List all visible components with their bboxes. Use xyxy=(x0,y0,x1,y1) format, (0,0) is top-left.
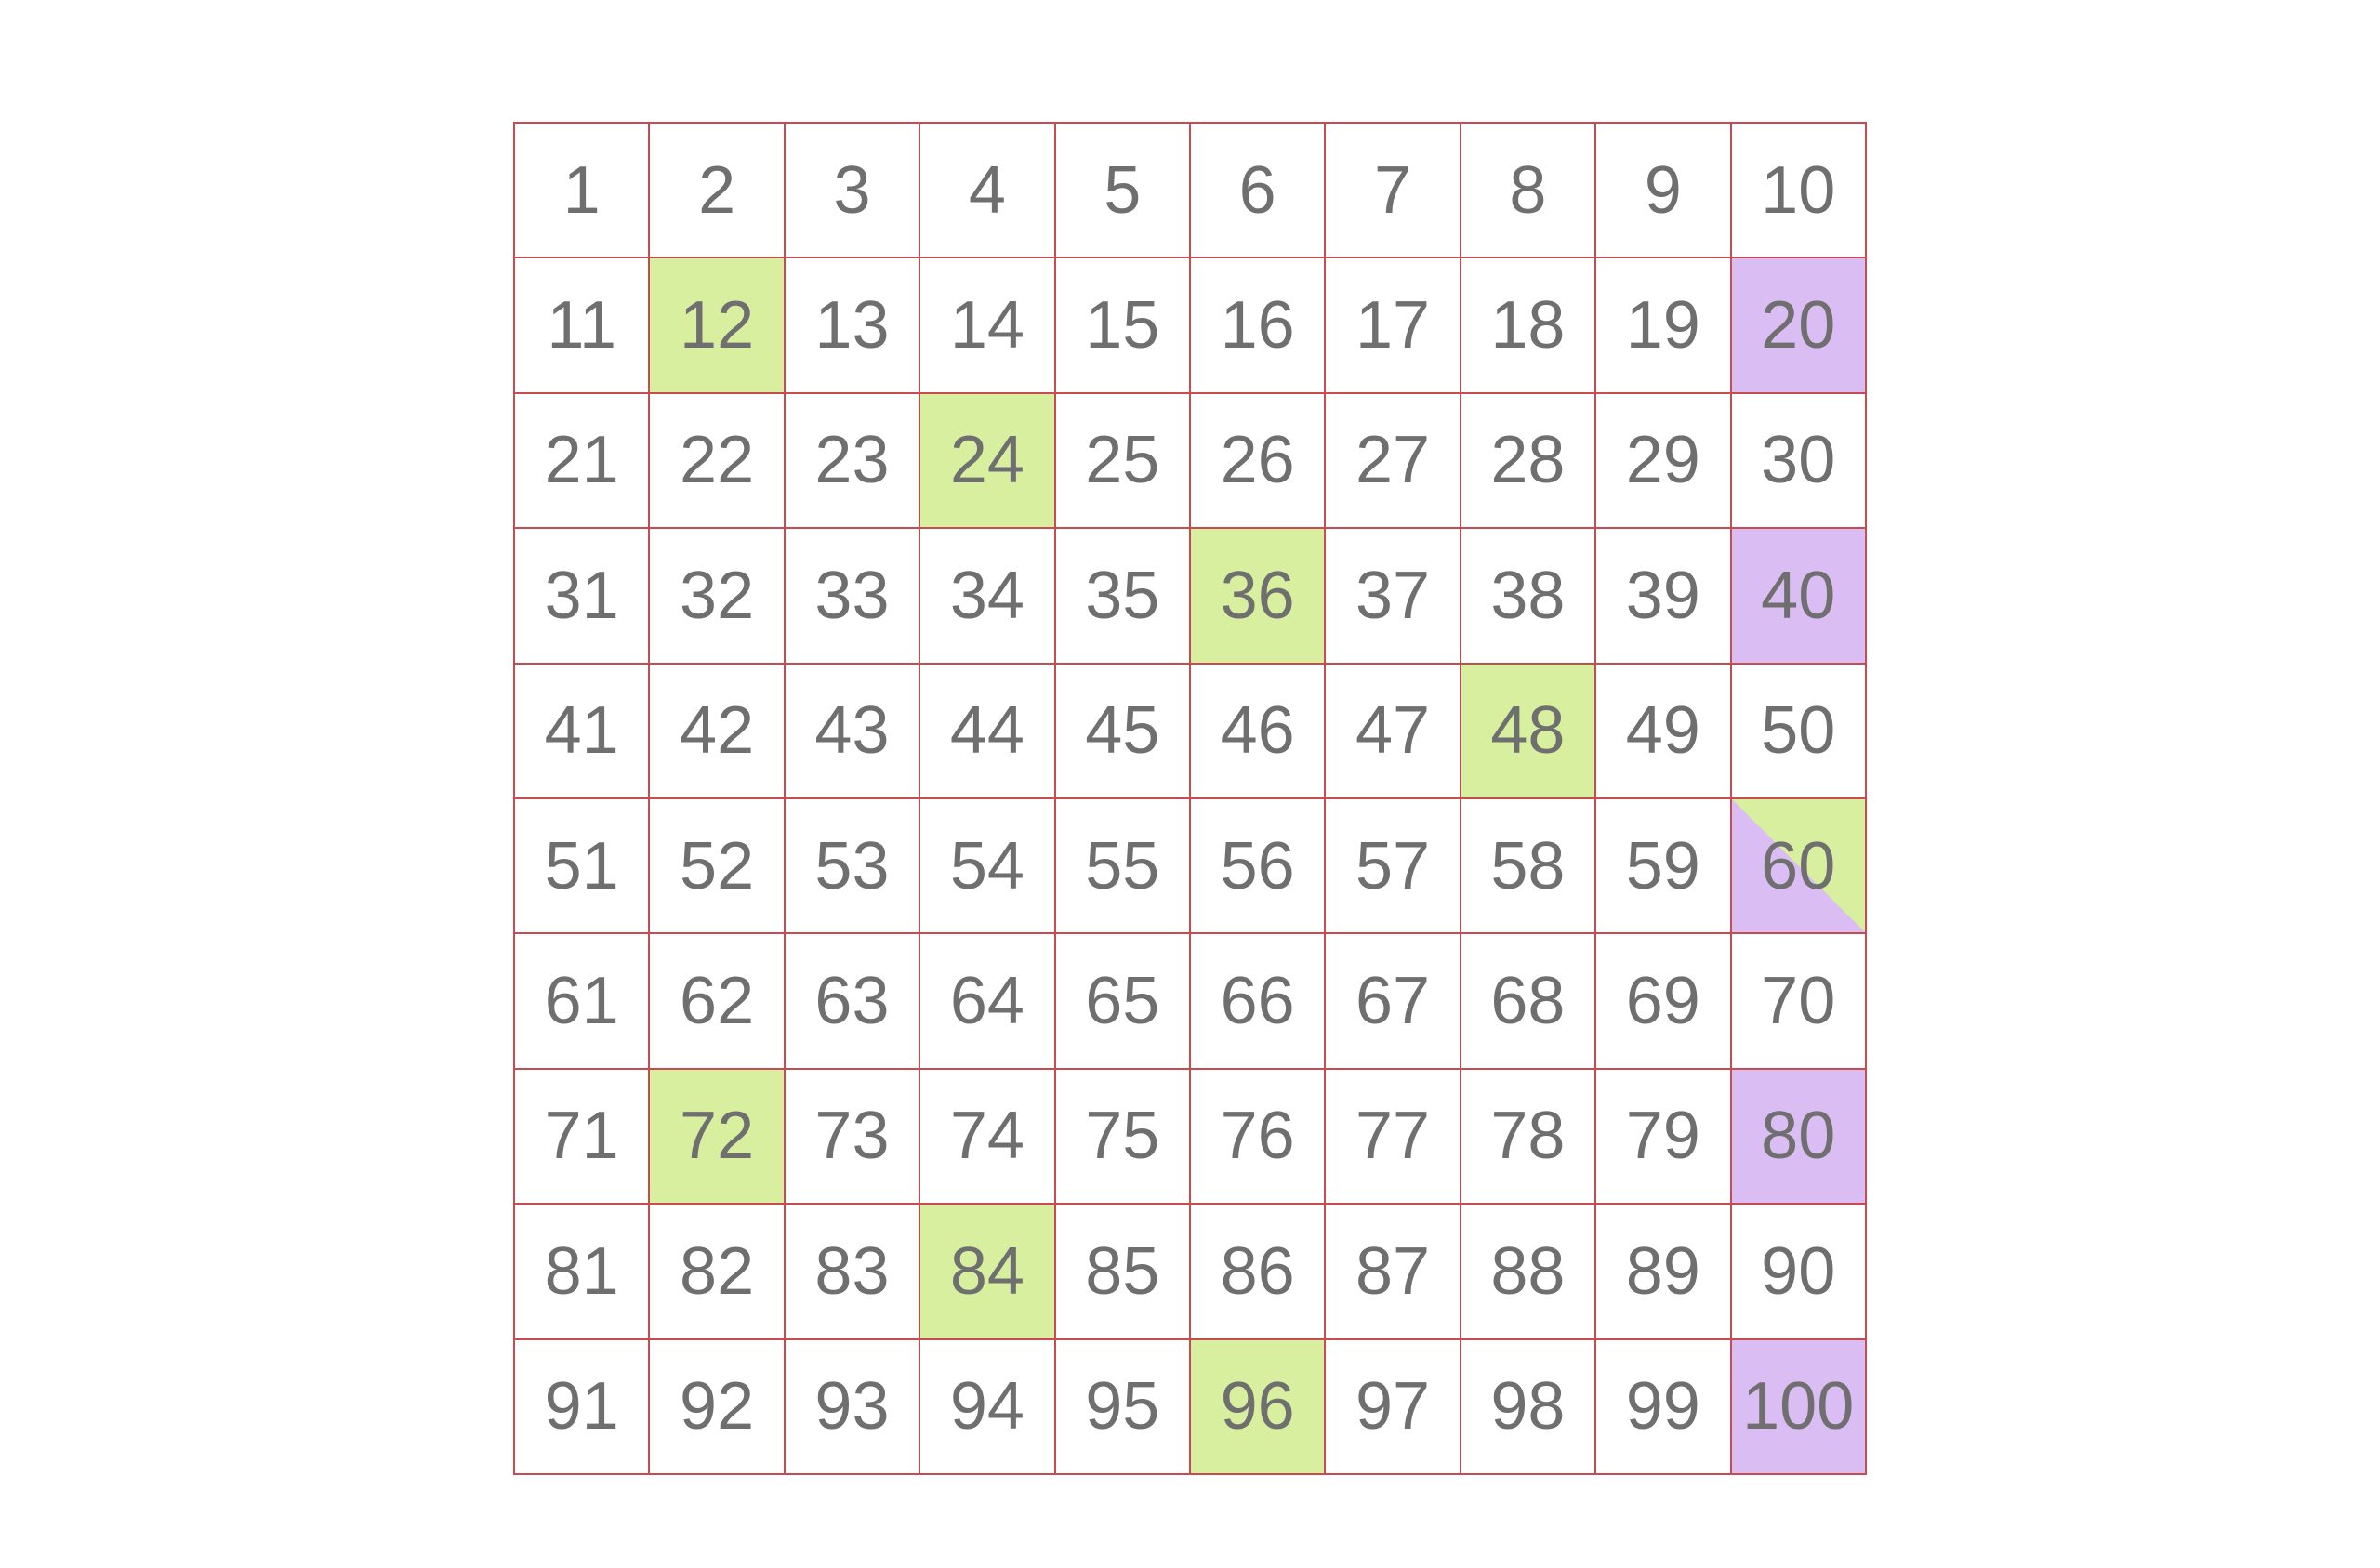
grid-cell-90[interactable]: 90 xyxy=(1732,1205,1867,1339)
grid-cell-26[interactable]: 26 xyxy=(1191,394,1326,529)
grid-cell-47[interactable]: 47 xyxy=(1326,665,1461,799)
grid-cell-96[interactable]: 96 xyxy=(1191,1340,1326,1475)
grid-cell-43[interactable]: 43 xyxy=(786,665,920,799)
grid-cell-92[interactable]: 92 xyxy=(650,1340,785,1475)
grid-cell-88[interactable]: 88 xyxy=(1461,1205,1596,1339)
grid-cell-89[interactable]: 89 xyxy=(1596,1205,1731,1339)
grid-cell-98[interactable]: 98 xyxy=(1461,1340,1596,1475)
grid-cell-15[interactable]: 15 xyxy=(1056,258,1191,393)
grid-cell-97[interactable]: 97 xyxy=(1326,1340,1461,1475)
grid-cell-6[interactable]: 6 xyxy=(1191,124,1326,258)
grid-cell-40[interactable]: 40 xyxy=(1732,529,1867,664)
grid-cell-5[interactable]: 5 xyxy=(1056,124,1191,258)
grid-cell-38[interactable]: 38 xyxy=(1461,529,1596,664)
grid-cell-66[interactable]: 66 xyxy=(1191,934,1326,1069)
grid-cell-8[interactable]: 8 xyxy=(1461,124,1596,258)
grid-cell-21[interactable]: 21 xyxy=(515,394,650,529)
grid-cell-45[interactable]: 45 xyxy=(1056,665,1191,799)
grid-cell-51[interactable]: 51 xyxy=(515,799,650,934)
grid-cell-35[interactable]: 35 xyxy=(1056,529,1191,664)
grid-cell-93[interactable]: 93 xyxy=(786,1340,920,1475)
grid-cell-68[interactable]: 68 xyxy=(1461,934,1596,1069)
grid-cell-31[interactable]: 31 xyxy=(515,529,650,664)
grid-cell-30[interactable]: 30 xyxy=(1732,394,1867,529)
grid-cell-73[interactable]: 73 xyxy=(786,1070,920,1205)
grid-cell-80[interactable]: 80 xyxy=(1732,1070,1867,1205)
grid-cell-72[interactable]: 72 xyxy=(650,1070,785,1205)
grid-cell-57[interactable]: 57 xyxy=(1326,799,1461,934)
grid-cell-32[interactable]: 32 xyxy=(650,529,785,664)
grid-cell-78[interactable]: 78 xyxy=(1461,1070,1596,1205)
grid-cell-56[interactable]: 56 xyxy=(1191,799,1326,934)
grid-cell-48[interactable]: 48 xyxy=(1461,665,1596,799)
grid-cell-59[interactable]: 59 xyxy=(1596,799,1731,934)
grid-cell-17[interactable]: 17 xyxy=(1326,258,1461,393)
grid-cell-71[interactable]: 71 xyxy=(515,1070,650,1205)
grid-cell-82[interactable]: 82 xyxy=(650,1205,785,1339)
grid-cell-2[interactable]: 2 xyxy=(650,124,785,258)
grid-cell-61[interactable]: 61 xyxy=(515,934,650,1069)
grid-cell-34[interactable]: 34 xyxy=(920,529,1055,664)
grid-cell-39[interactable]: 39 xyxy=(1596,529,1731,664)
grid-cell-69[interactable]: 69 xyxy=(1596,934,1731,1069)
grid-cell-65[interactable]: 65 xyxy=(1056,934,1191,1069)
grid-cell-10[interactable]: 10 xyxy=(1732,124,1867,258)
grid-cell-85[interactable]: 85 xyxy=(1056,1205,1191,1339)
grid-cell-79[interactable]: 79 xyxy=(1596,1070,1731,1205)
grid-cell-11[interactable]: 11 xyxy=(515,258,650,393)
grid-cell-64[interactable]: 64 xyxy=(920,934,1055,1069)
grid-cell-100[interactable]: 100 xyxy=(1732,1340,1867,1475)
grid-cell-3[interactable]: 3 xyxy=(786,124,920,258)
grid-cell-33[interactable]: 33 xyxy=(786,529,920,664)
grid-cell-63[interactable]: 63 xyxy=(786,934,920,1069)
grid-cell-24[interactable]: 24 xyxy=(920,394,1055,529)
grid-cell-46[interactable]: 46 xyxy=(1191,665,1326,799)
grid-cell-20[interactable]: 20 xyxy=(1732,258,1867,393)
grid-cell-53[interactable]: 53 xyxy=(786,799,920,934)
grid-cell-23[interactable]: 23 xyxy=(786,394,920,529)
grid-cell-4[interactable]: 4 xyxy=(920,124,1055,258)
grid-cell-70[interactable]: 70 xyxy=(1732,934,1867,1069)
grid-cell-18[interactable]: 18 xyxy=(1461,258,1596,393)
grid-cell-41[interactable]: 41 xyxy=(515,665,650,799)
grid-cell-54[interactable]: 54 xyxy=(920,799,1055,934)
grid-cell-42[interactable]: 42 xyxy=(650,665,785,799)
grid-cell-86[interactable]: 86 xyxy=(1191,1205,1326,1339)
grid-cell-16[interactable]: 16 xyxy=(1191,258,1326,393)
grid-cell-81[interactable]: 81 xyxy=(515,1205,650,1339)
grid-cell-50[interactable]: 50 xyxy=(1732,665,1867,799)
hundred-square-grid xyxy=(513,122,1867,1475)
grid-cell-12[interactable]: 12 xyxy=(650,258,785,393)
grid-cell-1[interactable]: 1 xyxy=(515,124,650,258)
grid-cell-9[interactable]: 9 xyxy=(1596,124,1731,258)
grid-cell-37[interactable]: 37 xyxy=(1326,529,1461,664)
grid-cell-55[interactable]: 55 xyxy=(1056,799,1191,934)
grid-cell-99[interactable]: 99 xyxy=(1596,1340,1731,1475)
grid-cell-95[interactable]: 95 xyxy=(1056,1340,1191,1475)
grid-cell-27[interactable]: 27 xyxy=(1326,394,1461,529)
grid-cell-87[interactable]: 87 xyxy=(1326,1205,1461,1339)
grid-cell-19[interactable]: 19 xyxy=(1596,258,1731,393)
grid-cell-7[interactable]: 7 xyxy=(1326,124,1461,258)
grid-cell-52[interactable]: 52 xyxy=(650,799,785,934)
grid-cell-74[interactable]: 74 xyxy=(920,1070,1055,1205)
grid-cell-67[interactable]: 67 xyxy=(1326,934,1461,1069)
grid-cell-94[interactable]: 94 xyxy=(920,1340,1055,1475)
grid-cell-76[interactable]: 76 xyxy=(1191,1070,1326,1205)
grid-cell-36[interactable]: 36 xyxy=(1191,529,1326,664)
grid-cell-44[interactable]: 44 xyxy=(920,665,1055,799)
grid-cell-84[interactable]: 84 xyxy=(920,1205,1055,1339)
grid-cell-60[interactable]: 60 xyxy=(1732,799,1867,934)
grid-cell-28[interactable]: 28 xyxy=(1461,394,1596,529)
grid-cell-29[interactable]: 29 xyxy=(1596,394,1731,529)
grid-cell-62[interactable]: 62 xyxy=(650,934,785,1069)
grid-cell-14[interactable]: 14 xyxy=(920,258,1055,393)
grid-cell-77[interactable]: 77 xyxy=(1326,1070,1461,1205)
grid-cell-75[interactable]: 75 xyxy=(1056,1070,1191,1205)
grid-cell-13[interactable]: 13 xyxy=(786,258,920,393)
grid-cell-25[interactable]: 25 xyxy=(1056,394,1191,529)
grid-cell-49[interactable]: 49 xyxy=(1596,665,1731,799)
grid-cell-58[interactable]: 58 xyxy=(1461,799,1596,934)
grid-cell-83[interactable]: 83 xyxy=(786,1205,920,1339)
grid-cell-22[interactable]: 22 xyxy=(650,394,785,529)
grid-cell-91[interactable]: 91 xyxy=(515,1340,650,1475)
